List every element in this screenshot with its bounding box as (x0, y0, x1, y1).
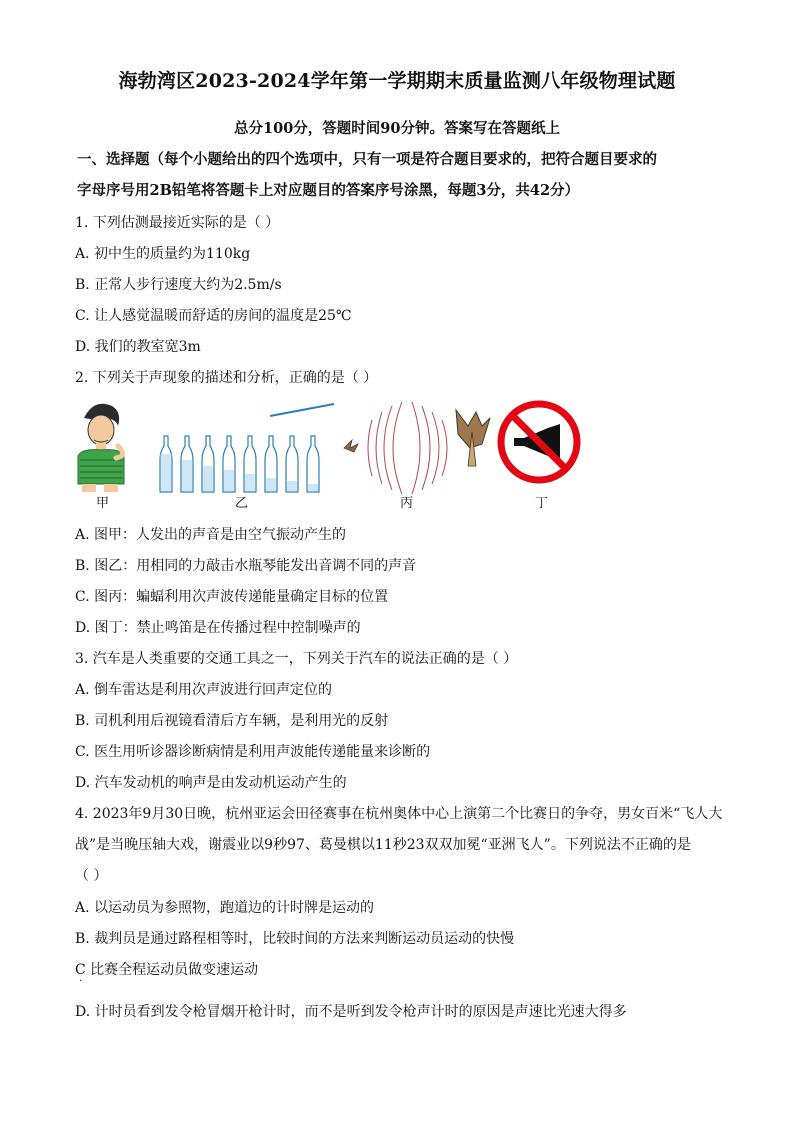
figure-label-jia: 甲 (96, 496, 110, 511)
q4-stem-line2: 战”是当晚压轴大戏，谢震业以9秒97、葛曼棋以11秒23双双加冕“亚洲飞人”。下列说法不正确的是 (75, 837, 691, 853)
bat-echolocation-illustration (344, 402, 490, 494)
q4-option-a: A. 以运动员为参照物，跑道边的计时牌是运动的 (75, 900, 375, 916)
exam-title: 海勃湾区2023-2024学年第一学期期末质量监测八年级物理试题 (118, 70, 676, 92)
q2-option-d: D. 图丁：禁止鸣笛是在传播过程中控制噪声的 (75, 620, 361, 636)
section-instructions-line2: 字母序号用2B铅笔将答题卡上对应题目的答案序号涂黑，每题3分，共42分） (77, 182, 580, 199)
q3-option-a: A. 倒车雷达是利用次声波进行回声定位的 (75, 682, 333, 698)
q4-stem-line1: 4. 2023年9月30日晚，杭州亚运会田径赛事在杭州奥体中心上演第二个比赛日的争夺，男女百米“飞人大 (75, 806, 723, 822)
q3-option-c: C. 医生用听诊器诊断病情是利用声波能传递能量来诊断的 (75, 744, 431, 760)
q4-option-d: D. 计时员看到发令枪冒烟开枪计时，而不是听到发令枪声计时的原因是声速比光速大得多 (75, 1004, 627, 1020)
figure-label-bing: 丙 (400, 496, 414, 511)
q1-option-d: D. 我们的教室宽3m (75, 339, 201, 355)
q1-stem: 1. 下列估测最接近实际的是（ ） (75, 215, 280, 231)
stray-dot-mark: · (79, 976, 83, 987)
figure-label-yi: 乙 (235, 496, 249, 511)
q1-option-c: C. 让人感觉温暖而舒适的房间的温度是25℃ (75, 308, 352, 324)
person-illustration (78, 404, 124, 492)
q3-option-d: D. 汽车发动机的响声是由发动机运动产生的 (75, 775, 347, 791)
q2-option-a: A. 图甲：人发出的声音是由空气振动产生的 (75, 527, 347, 543)
no-horn-sign-icon (501, 404, 577, 480)
q1-option-a: A. 初中生的质量约为110kg (75, 246, 251, 262)
figure-label-ding: 丁 (535, 496, 549, 511)
q3-option-b: B. 司机利用后视镜看清后方车辆，是利用光的反射 (75, 713, 389, 729)
q4-option-b: B. 裁判员是通过路程相等时，比较时间的方法来判断运动员运动的快慢 (75, 931, 515, 947)
water-bottles-illustration (160, 404, 334, 492)
q3-stem: 3. 汽车是人类重要的交通工具之一，下列关于汽车的说法正确的是（ ） (75, 651, 518, 667)
exam-subtitle: 总分100分，答题时间90分钟。答案写在答题纸上 (234, 120, 560, 137)
q2-stem: 2. 下列关于声现象的描述和分析，正确的是（ ） (75, 370, 378, 386)
q4-stem-line3: （ ） (75, 868, 108, 884)
q2-option-c: C. 图丙：蝙蝠利用次声波传递能量确定目标的位置 (75, 589, 389, 605)
q1-option-b: B. 正常人步行速度大约为2.5m/s (75, 277, 282, 293)
q2-option-b: B. 图乙：用相同的力敲击水瓶琴能发出音调不同的声音 (75, 558, 417, 574)
q2-figure (72, 396, 592, 514)
q4-option-c: C 比赛全程运动员做变速运动 (75, 962, 259, 978)
section-instructions-line1: 一、选择题（每个小题给出的四个选项中，只有一项是符合题目要求的，把符合题目要求的 (77, 151, 657, 168)
